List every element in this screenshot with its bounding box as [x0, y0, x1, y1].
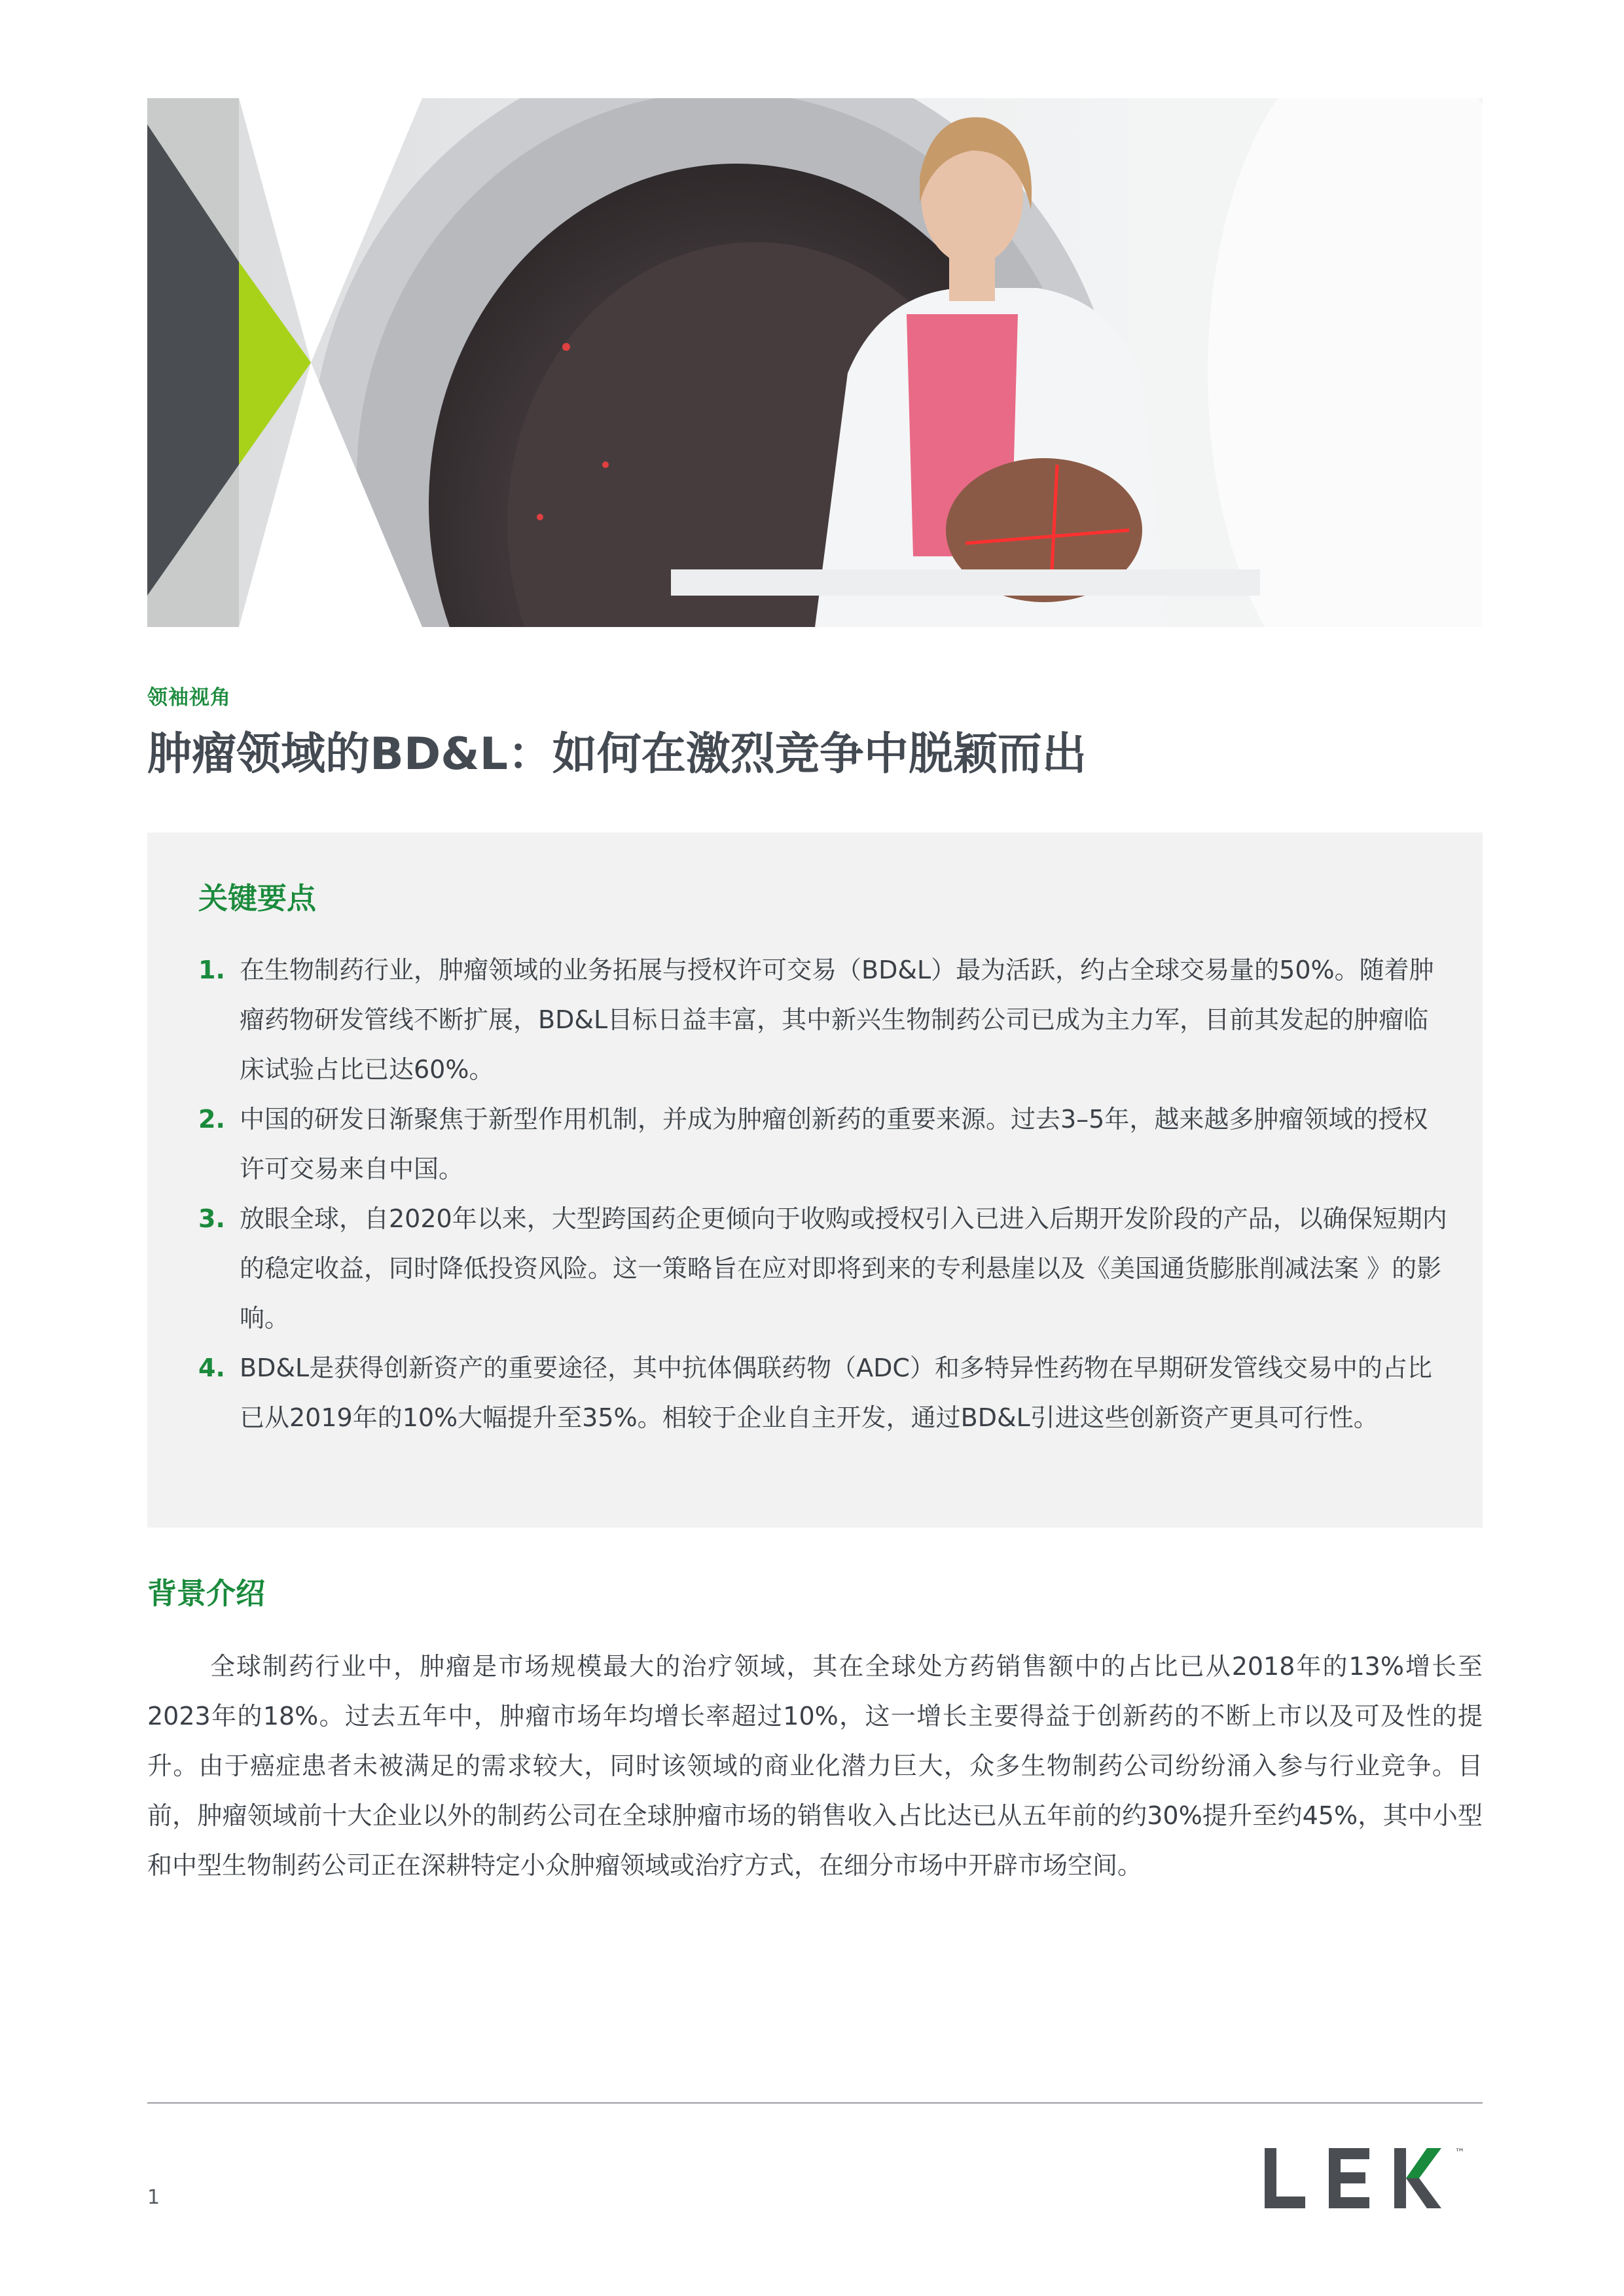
eyebrow-label: 领袖视角 — [147, 686, 231, 709]
page-title: 肿瘤领域的BD&L：如何在激烈竞争中脱颖而出 — [147, 728, 1087, 780]
key-point-item — [198, 1343, 1449, 1443]
key-point-text: 在生物制药行业，肿瘤领域的业务拓展与授权许可交易（BD&L）最为活跃，约占全球交易量的50%。随着肿瘤药物研发管线不断扩展，BD&L目标日益丰富，其中新兴生物制药公司已成为主力军，目前其发起的肿瘤临床试验占比已达60%。 — [240, 956, 1434, 1084]
svg-text:™: ™ — [1454, 2146, 1465, 2159]
key-point-text: 放眼全球，自2020年以来，大型跨国药企更倾向于收购或授权引入已进入后期开发阶段的产品，以确保短期内的稳定收益，同时降低投资风险。这一策略旨在应对即将到来的专利悬崖以及《美国通货膨胀削减法案 》的影响。 — [240, 1204, 1447, 1333]
key-point-number: 2. — [198, 1105, 225, 1134]
key-point-number: 4. — [198, 1354, 225, 1382]
key-point-number: 3. — [198, 1204, 225, 1233]
key-point-text: BD&L是获得创新资产的重要途径，其中抗体偶联药物（ADC）和多特异性药物在早期研发管线交易中的占比已从2019年的10%大幅提升至35%。相较于企业自主开发，通过BD&L引进这些创新资产更具可行性。 — [240, 1354, 1432, 1432]
key-points-list — [198, 945, 1449, 1443]
key-point-number: 1. — [198, 956, 225, 984]
key-point-item — [198, 945, 1449, 1094]
key-point-text: 中国的研发日渐聚焦于新型作用机制，并成为肿瘤创新药的重要来源。过去3–5年，越来越多肿瘤领域的授权许可交易来自中国。 — [240, 1105, 1428, 1183]
key-points-box — [147, 833, 1483, 1528]
hero-image — [147, 98, 1483, 627]
hero-illustration — [147, 98, 1483, 627]
key-point-item — [198, 1094, 1449, 1194]
background-heading: 背景介绍 — [147, 1576, 266, 1611]
background-paragraph: 全球制药行业中，肿瘤是市场规模最大的治疗领域，其在全球处方药销售额中的占比已从2018年的13%增长至2023年的18%。过去五年中，肿瘤市场年均增长率超过10%，这一增长主要得益于创新药的不断上市以及可及性的提升。由于癌症患者未被满足的需求较大，同时该领域的商业化潜力巨大，众多生物制药公司纷纷涌入参与行业竞争。目前，肿瘤领域前十大企业以外的制药公司在全球肿瘤市场的销售收入占比达已从五年前的约30%提升至约45%，其中小型和中型生物制药公司正在深耕特定小众肿瘤领域或治疗方式，在细分市场中开辟市场空间。 — [147, 1652, 1483, 1880]
key-point-item — [198, 1194, 1449, 1343]
lek-logo-mark — [1263, 2135, 1483, 2214]
lek-logo — [1263, 2135, 1483, 2214]
key-points-heading: 关键要点 — [198, 881, 317, 916]
footer-divider — [147, 2102, 1483, 2104]
page-number: 1 — [147, 2186, 160, 2209]
